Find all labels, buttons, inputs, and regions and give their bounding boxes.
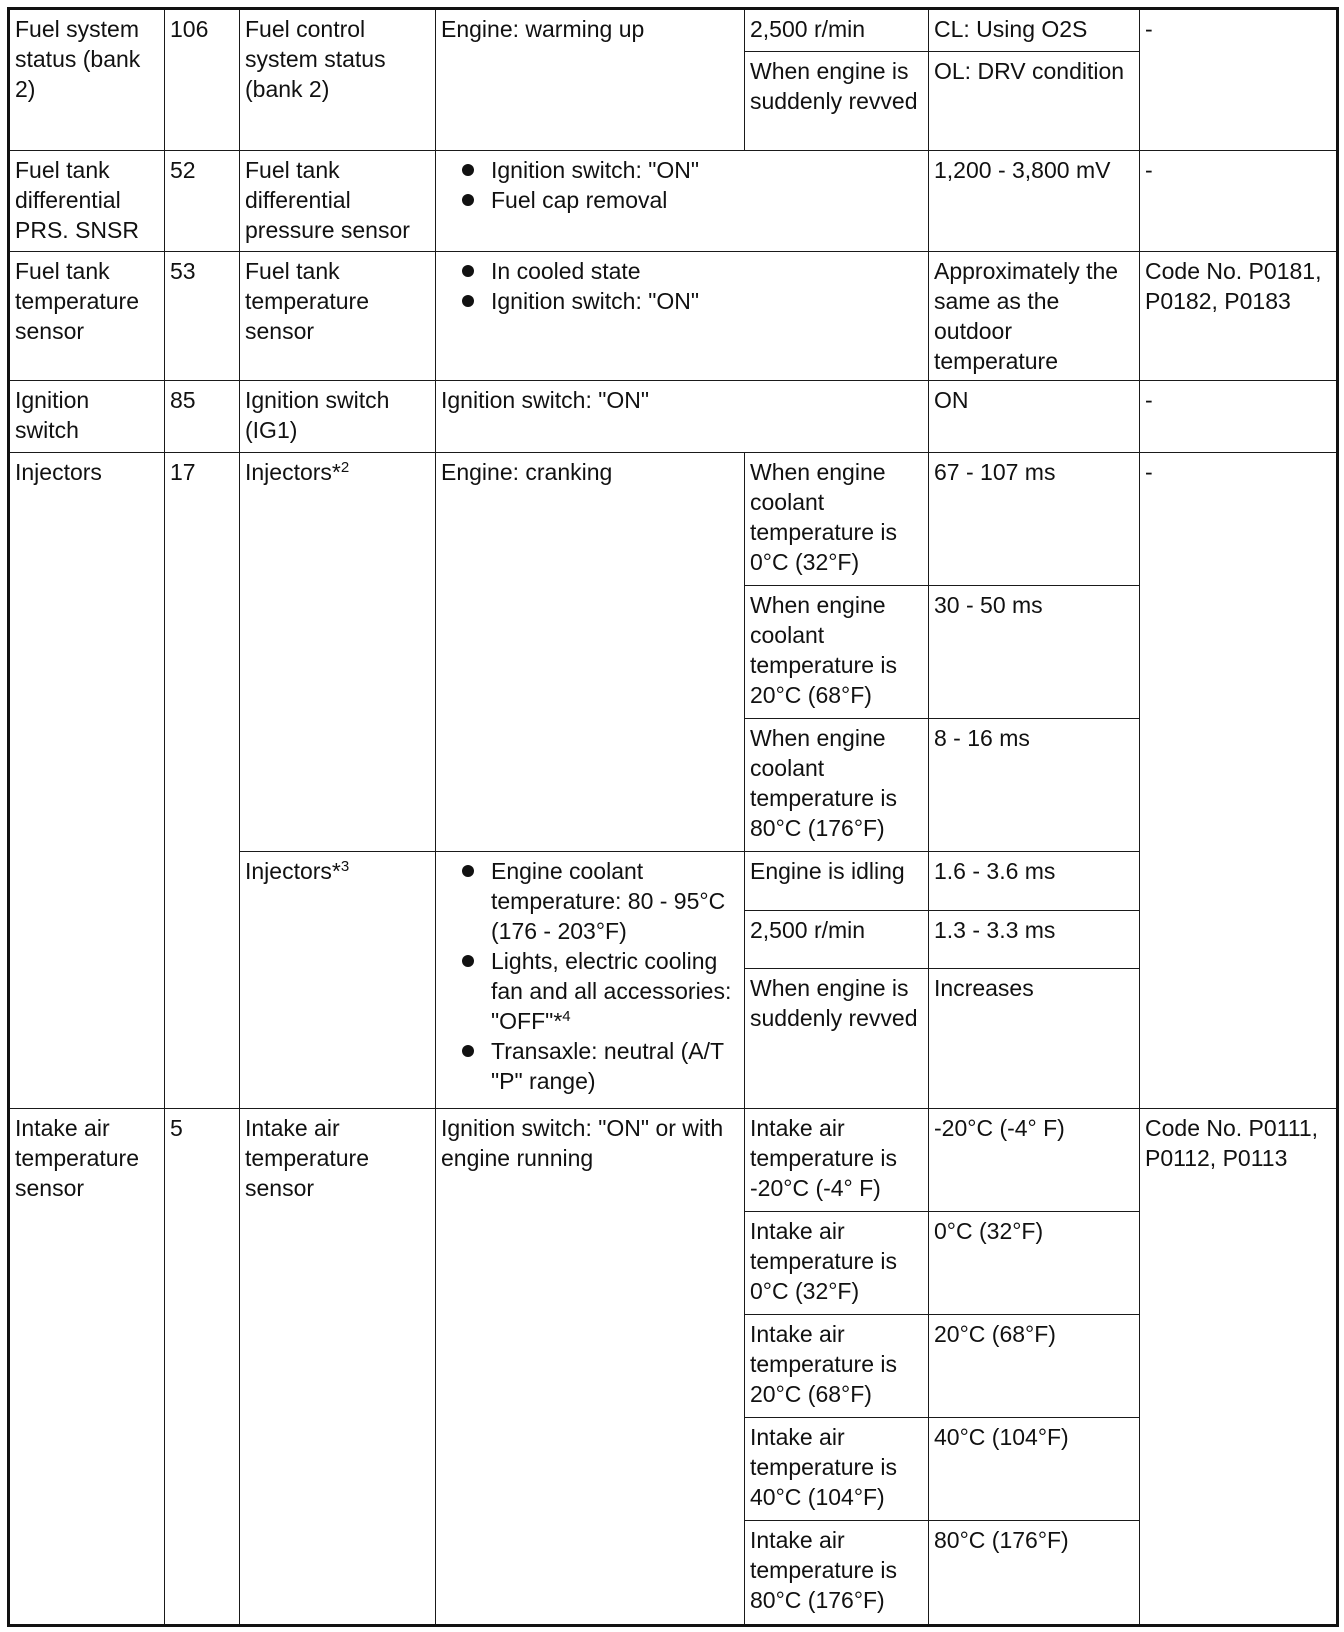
number-cell: 53	[165, 252, 240, 381]
condition-cell: Engine: warming up	[436, 9, 745, 151]
monitor-label: Injectors*	[245, 858, 341, 885]
sub-condition-cell: Intake air temperature is 40°C (104°F)	[745, 1418, 929, 1521]
specification-cell: 1.6 - 3.6 ms	[929, 852, 1140, 911]
condition-bullet: Fuel cap removal	[441, 185, 923, 215]
condition-list	[441, 856, 739, 1096]
number-cell: 17	[165, 452, 240, 1109]
item-cell: Fuel system status (bank 2)	[9, 9, 165, 151]
monitor-cell: Fuel tank temperature sensor	[240, 252, 436, 381]
item-cell: Fuel tank temperature sensor	[9, 252, 165, 381]
table-row	[9, 1109, 1338, 1212]
sub-condition-cell: When engine coolant temperature is 20°C (68°F)	[745, 585, 929, 718]
specification-cell: CL: Using O2S	[929, 9, 1140, 52]
monitor-cell: Fuel control system status (bank 2)	[240, 9, 436, 151]
specification-cell: 80°C (176°F)	[929, 1520, 1140, 1625]
specification-cell: OL: DRV condition	[929, 52, 1140, 151]
condition-cell: Ignition switch: "ON" or with engine running	[436, 1109, 745, 1626]
footnote-marker: 4	[562, 1008, 571, 1026]
table-row	[9, 381, 1338, 453]
sub-condition-cell: When engine is suddenly revved	[745, 52, 929, 151]
condition-cell: Engine: cranking	[436, 452, 745, 851]
sub-condition-cell: When engine coolant temperature is 0°C (32°F)	[745, 452, 929, 585]
specification-cell: ON	[929, 381, 1140, 453]
specification-cell: 20°C (68°F)	[929, 1315, 1140, 1418]
condition-bullet-text: Lights, electric cooling fan and all accessories: "OFF"*	[491, 948, 732, 1035]
number-cell: 52	[165, 151, 240, 252]
specification-cell: -20°C (-4° F)	[929, 1109, 1140, 1212]
sub-condition-cell: 2,500 r/min	[745, 910, 929, 969]
reference-cell: -	[1140, 381, 1338, 453]
item-cell: Intake air temperature sensor	[9, 1109, 165, 1626]
reference-cell: Code No. P0181, P0182, P0183	[1140, 252, 1338, 381]
condition-bullet: In cooled state	[441, 256, 923, 286]
sub-condition-cell: Intake air temperature is 20°C (68°F)	[745, 1315, 929, 1418]
table-row	[9, 252, 1338, 381]
sub-condition-cell: 2,500 r/min	[745, 9, 929, 52]
item-cell: Ignition switch	[9, 381, 165, 453]
table-row	[9, 9, 1338, 52]
specification-cell: 8 - 16 ms	[929, 719, 1140, 852]
condition-bullet: Ignition switch: "ON"	[441, 155, 923, 185]
monitor-cell	[240, 852, 436, 1109]
number-cell: 5	[165, 1109, 240, 1626]
item-cell: Fuel tank differential PRS. SNSR	[9, 151, 165, 252]
condition-bullet	[441, 946, 739, 1036]
sub-condition-cell: Intake air temperature is 80°C (176°F)	[745, 1520, 929, 1625]
condition-bullet: Engine coolant temperature: 80 - 95°C (176 - 203°F)	[441, 856, 739, 946]
number-cell: 106	[165, 9, 240, 151]
specification-cell: 40°C (104°F)	[929, 1418, 1140, 1521]
sub-condition-cell: When engine coolant temperature is 80°C (176°F)	[745, 719, 929, 852]
monitor-cell	[240, 452, 436, 851]
condition-cell	[436, 852, 745, 1109]
specification-cell: 67 - 107 ms	[929, 452, 1140, 585]
number-cell: 85	[165, 381, 240, 453]
monitor-cell: Ignition switch (IG1)	[240, 381, 436, 453]
monitor-label: Injectors*	[245, 458, 341, 485]
monitor-cell: Fuel tank differential pressure sensor	[240, 151, 436, 252]
table-row	[9, 151, 1338, 252]
specification-cell: 30 - 50 ms	[929, 585, 1140, 718]
sub-condition-cell: Intake air temperature is 0°C (32°F)	[745, 1212, 929, 1315]
footnote-marker: 3	[340, 858, 350, 876]
reference-cell: -	[1140, 452, 1338, 1109]
reference-cell: -	[1140, 9, 1338, 151]
specification-table	[7, 7, 1339, 1627]
reference-cell: -	[1140, 151, 1338, 252]
item-cell: Injectors	[9, 452, 165, 1109]
sub-condition-cell: Engine is idling	[745, 852, 929, 911]
specification-cell: Increases	[929, 969, 1140, 1109]
condition-cell	[436, 151, 929, 252]
specification-cell: 0°C (32°F)	[929, 1212, 1140, 1315]
condition-bullet: Ignition switch: "ON"	[441, 286, 923, 316]
sub-condition-cell: When engine is suddenly revved	[745, 969, 929, 1109]
condition-cell	[436, 252, 929, 381]
specification-cell: 1,200 - 3,800 mV	[929, 151, 1140, 252]
specification-cell: 1.3 - 3.3 ms	[929, 910, 1140, 969]
sub-condition-cell: Intake air temperature is -20°C (-4° F)	[745, 1109, 929, 1212]
condition-cell: Ignition switch: "ON"	[436, 381, 929, 453]
condition-list	[441, 155, 923, 215]
condition-bullet: Transaxle: neutral (A/T "P" range)	[441, 1036, 739, 1096]
condition-list	[441, 256, 923, 316]
footnote-marker: 2	[340, 458, 350, 476]
specification-cell: Approximately the same as the outdoor temperature	[929, 252, 1140, 381]
monitor-cell: Intake air temperature sensor	[240, 1109, 436, 1626]
table-row	[9, 452, 1338, 585]
reference-cell: Code No. P0111, P0112, P0113	[1140, 1109, 1338, 1626]
